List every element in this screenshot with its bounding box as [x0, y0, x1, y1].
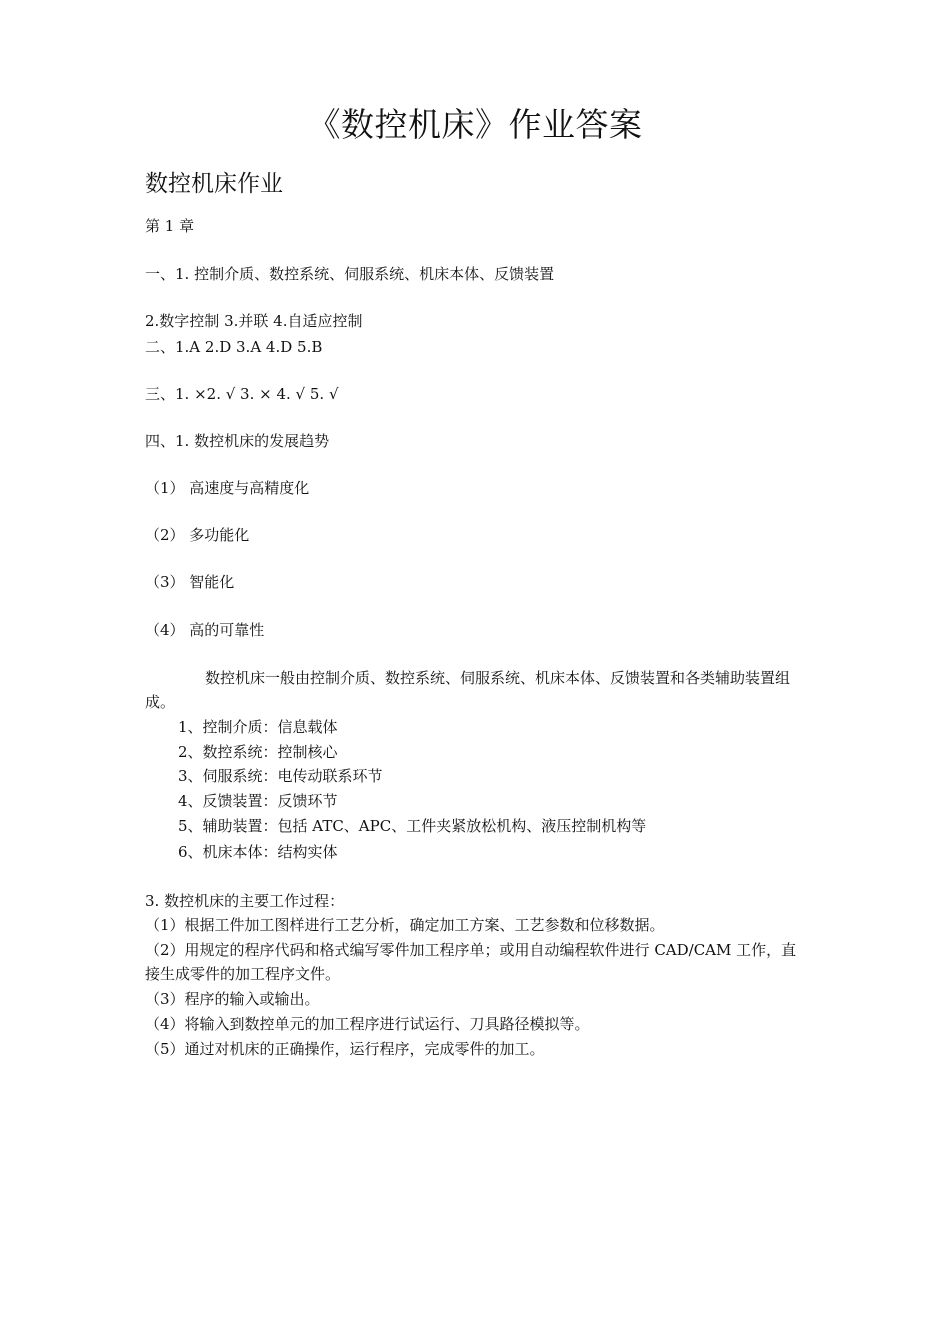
document-title: 《数控机床》作业答案 — [307, 105, 643, 144]
process-heading: 3. 数控机床的主要工作过程： — [145, 892, 345, 910]
process-step: （2）用规定的程序代码和格式编写零件加工程序单；或用自动编程软件进行 CAD/CAM 工作，直接生成零件的加工程序文件。 — [145, 941, 797, 983]
section-2-answers: 二、1.A 2.D 3.A 4.D 5.B — [145, 338, 323, 356]
section-1-other-answers: 2.数字控制 3.并联 4.自适应控制 — [145, 312, 363, 330]
section-3-answers: 三、1. ×2. √ 3. × 4. √ 5. √ — [145, 385, 339, 403]
trend-item: （4） 高的可靠性 — [145, 621, 265, 639]
process-step: （4）将输入到数控单元的加工程序进行试运行、刀具路径模拟等。 — [145, 1015, 590, 1033]
process-step: （5）通过对机床的正确操作，运行程序，完成零件的加工。 — [145, 1040, 545, 1058]
document-subtitle: 数控机床作业 — [145, 171, 283, 197]
component-item: 2、数控系统：控制核心 — [178, 743, 338, 761]
process-step: （3）程序的输入或输出。 — [145, 990, 320, 1008]
trend-item: （3） 智能化 — [145, 573, 235, 591]
section-1-question-1: 一、1. 控制介质、数控系统、伺服系统、机床本体、反馈装置 — [145, 265, 555, 283]
component-item: 1、控制介质：信息载体 — [178, 718, 338, 736]
chapter-heading: 第 1 章 — [145, 217, 195, 235]
component-item: 4、反馈装置：反馈环节 — [178, 792, 338, 810]
trend-item: （2） 多功能化 — [145, 526, 250, 544]
component-item: 3、伺服系统：电传动联系环节 — [178, 767, 383, 785]
trend-item: （1） 高速度与高精度化 — [145, 479, 310, 497]
component-item: 6、机床本体：结构实体 — [178, 843, 338, 861]
section-4-question-1: 四、1. 数控机床的发展趋势 — [145, 432, 330, 450]
composition-intro: 数控机床一般由控制介质、数控系统、伺服系统、机床本体、反馈装置和各类辅助装置组成。 — [145, 669, 791, 711]
component-item: 5、辅助装置：包括 ATC、APC、工件夹紧放松机构、液压控制机构等 — [178, 817, 647, 835]
process-step: （1）根据工件加工图样进行工艺分析，确定加工方案、工艺参数和位移数据。 — [145, 916, 665, 934]
